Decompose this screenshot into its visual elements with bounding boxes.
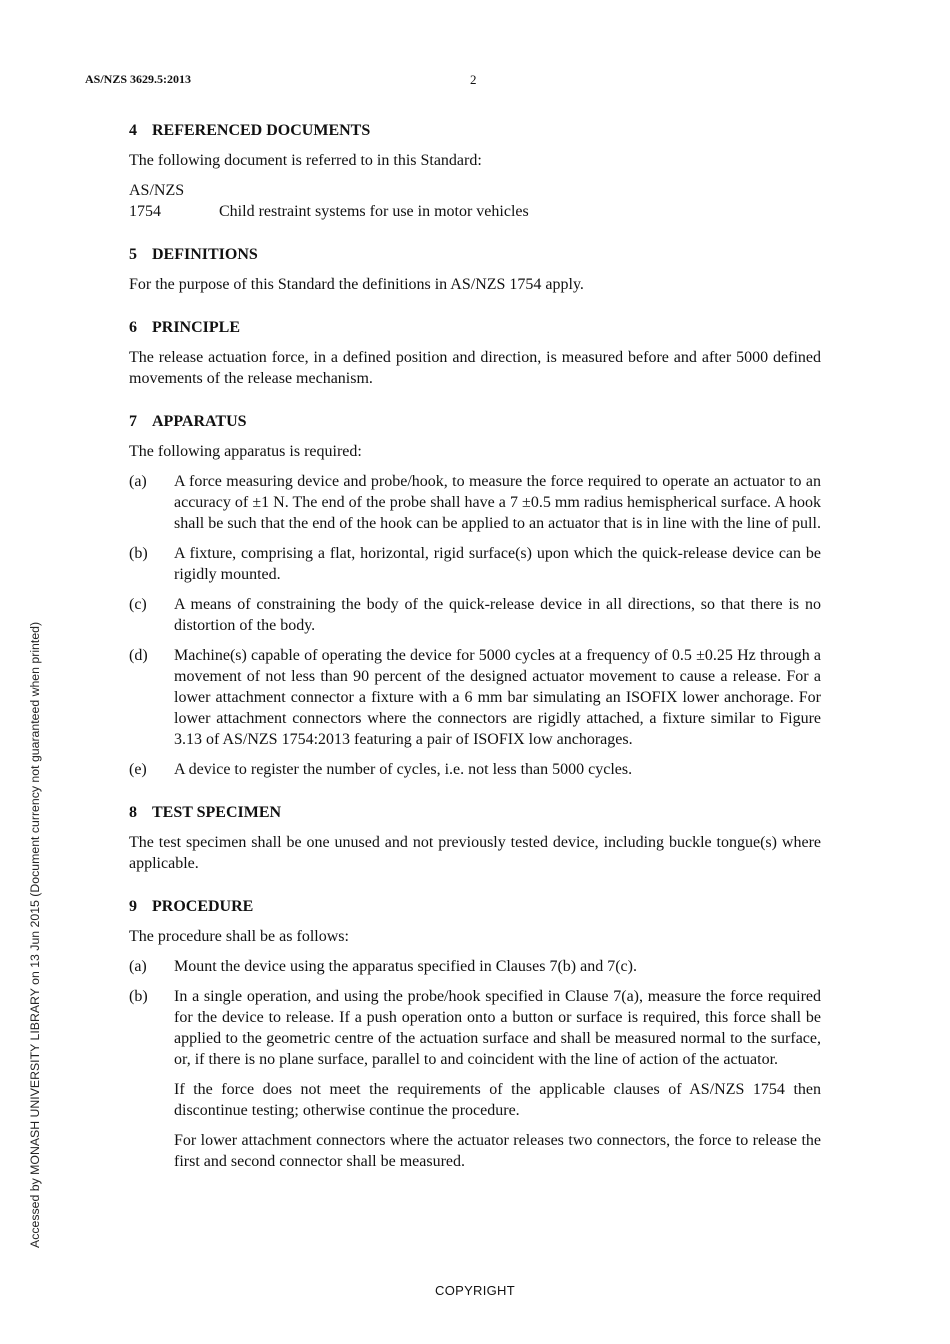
section-4-number: 4 <box>129 122 137 139</box>
section-7-heading <box>129 411 821 432</box>
section-8-title: TEST SPECIMEN <box>152 804 282 821</box>
section-9-intro: The procedure shall be as follows: <box>129 928 349 945</box>
section-6-number: 6 <box>129 319 137 336</box>
procedure-item-b-label: (b) <box>129 988 148 1005</box>
section-6-title: PRINCIPLE <box>152 319 241 336</box>
procedure-item-a-text: Mount the device using the apparatus specified in Clauses 7(b) and 7(c). <box>174 958 637 975</box>
procedure-item-a-label: (a) <box>129 958 147 975</box>
standard-id: AS/NZS 3629.5:2013 <box>85 72 192 86</box>
apparatus-item-c-label: (c) <box>129 596 147 613</box>
procedure-paragraph-2: For lower attachment connectors where the actuator releases two connectors, the force to release the first and second connector shall be measured. <box>174 1132 821 1170</box>
section-6-heading <box>129 317 821 338</box>
section-8-text: The test specimen shall be one unused and not previously tested device, including buckle tongue(s) where applicable. <box>129 834 821 872</box>
section-5-title: DEFINITIONS <box>152 246 258 263</box>
procedure-item-b <box>129 986 821 1070</box>
section-5-heading <box>129 244 821 265</box>
procedure-item-a <box>129 956 821 977</box>
section-8-number: 8 <box>129 804 137 821</box>
section-7-title: APPARATUS <box>152 413 247 430</box>
section-6-text: The release actuation force, in a defined position and direction, is measured before and after 5000 defined movements of the release mechanism. <box>129 349 821 387</box>
section-4-intro: The following document is referred to in this Standard: <box>129 152 482 169</box>
apparatus-item-e <box>129 759 821 780</box>
ref-prefix: AS/NZS <box>129 182 185 199</box>
section-7-intro: The following apparatus is required: <box>129 443 362 460</box>
procedure-item-b-text: In a single operation, and using the probe/hook specified in Clause 7(a), measure the force required for the device to release. If a push operation onto a button or surface is required, this force shall be applied to the geometric centre of the actuation surface and shall be measured normal to the surface, or, if there is no plane surface, parallel to and coincident with the line of action of the actuator. <box>174 988 821 1068</box>
page-number: 2 <box>470 72 477 87</box>
apparatus-item-b <box>129 543 821 585</box>
section-4-title: REFERENCED DOCUMENTS <box>152 122 371 139</box>
section-9-number: 9 <box>129 898 137 915</box>
section-8-heading <box>129 802 821 823</box>
apparatus-item-a <box>129 471 821 534</box>
apparatus-item-b-text: A fixture, comprising a flat, horizontal, rigid surface(s) upon which the quick-release device can be rigidly mounted. <box>174 545 821 583</box>
apparatus-item-e-label: (e) <box>129 761 147 778</box>
ref-title: Child restraint systems for use in motor vehicles <box>219 203 529 220</box>
page-body <box>129 120 821 1172</box>
ref-number: 1754 <box>129 203 161 220</box>
apparatus-item-e-text: A device to register the number of cycles, i.e. not less than 5000 cycles. <box>174 761 633 778</box>
apparatus-item-c-text: A means of constraining the body of the quick-release device in all directions, so that there is no distortion of the body. <box>174 596 821 634</box>
apparatus-item-a-label: (a) <box>129 473 147 490</box>
apparatus-item-d-text: Machine(s) capable of operating the device for 5000 cycles at a frequency of 0.5 ±0.25 Hz through a movement of not less than 90 percent of the designed actuator movement to cause a release. For a lower attachment connector a fixture with a 6 mm bar simulating an ISOFIX lower anchorage. For lower attachment connectors where the connectors are rigidly attached, a fixture similar to Figure 3.13 of AS/NZS 1754:2013 featuring a pair of ISOFIX low anchorages. <box>174 647 821 748</box>
section-9-heading <box>129 896 821 917</box>
apparatus-item-d <box>129 645 821 750</box>
section-7-number: 7 <box>129 413 137 430</box>
section-4-heading <box>129 120 821 141</box>
apparatus-item-b-label: (b) <box>129 545 148 562</box>
apparatus-item-d-label: (d) <box>129 647 148 664</box>
access-watermark: Accessed by MONASH UNIVERSITY LIBRARY on 13 Jun 2015 (Document currency not guaranteed when printed) <box>28 621 42 1248</box>
referenced-document <box>129 180 821 222</box>
apparatus-item-c <box>129 594 821 636</box>
apparatus-item-a-text: A force measuring device and probe/hook, to measure the force required to operate an actuator to an accuracy of ±1 N. The end of the probe shall have a 7 ±0.5 mm radius hemispherical surface. A hook shall be such that the end of the hook can be applied to an actuator that is in line with the line of pull. <box>174 473 821 532</box>
section-5-number: 5 <box>129 246 137 263</box>
section-9-title: PROCEDURE <box>152 898 254 915</box>
copyright-footer: COPYRIGHT <box>435 1283 515 1298</box>
procedure-paragraph-1: If the force does not meet the requirements of the applicable clauses of AS/NZS 1754 then discontinue testing; otherwise continue the procedure. <box>174 1081 821 1119</box>
section-5-text: For the purpose of this Standard the definitions in AS/NZS 1754 apply. <box>129 276 584 293</box>
